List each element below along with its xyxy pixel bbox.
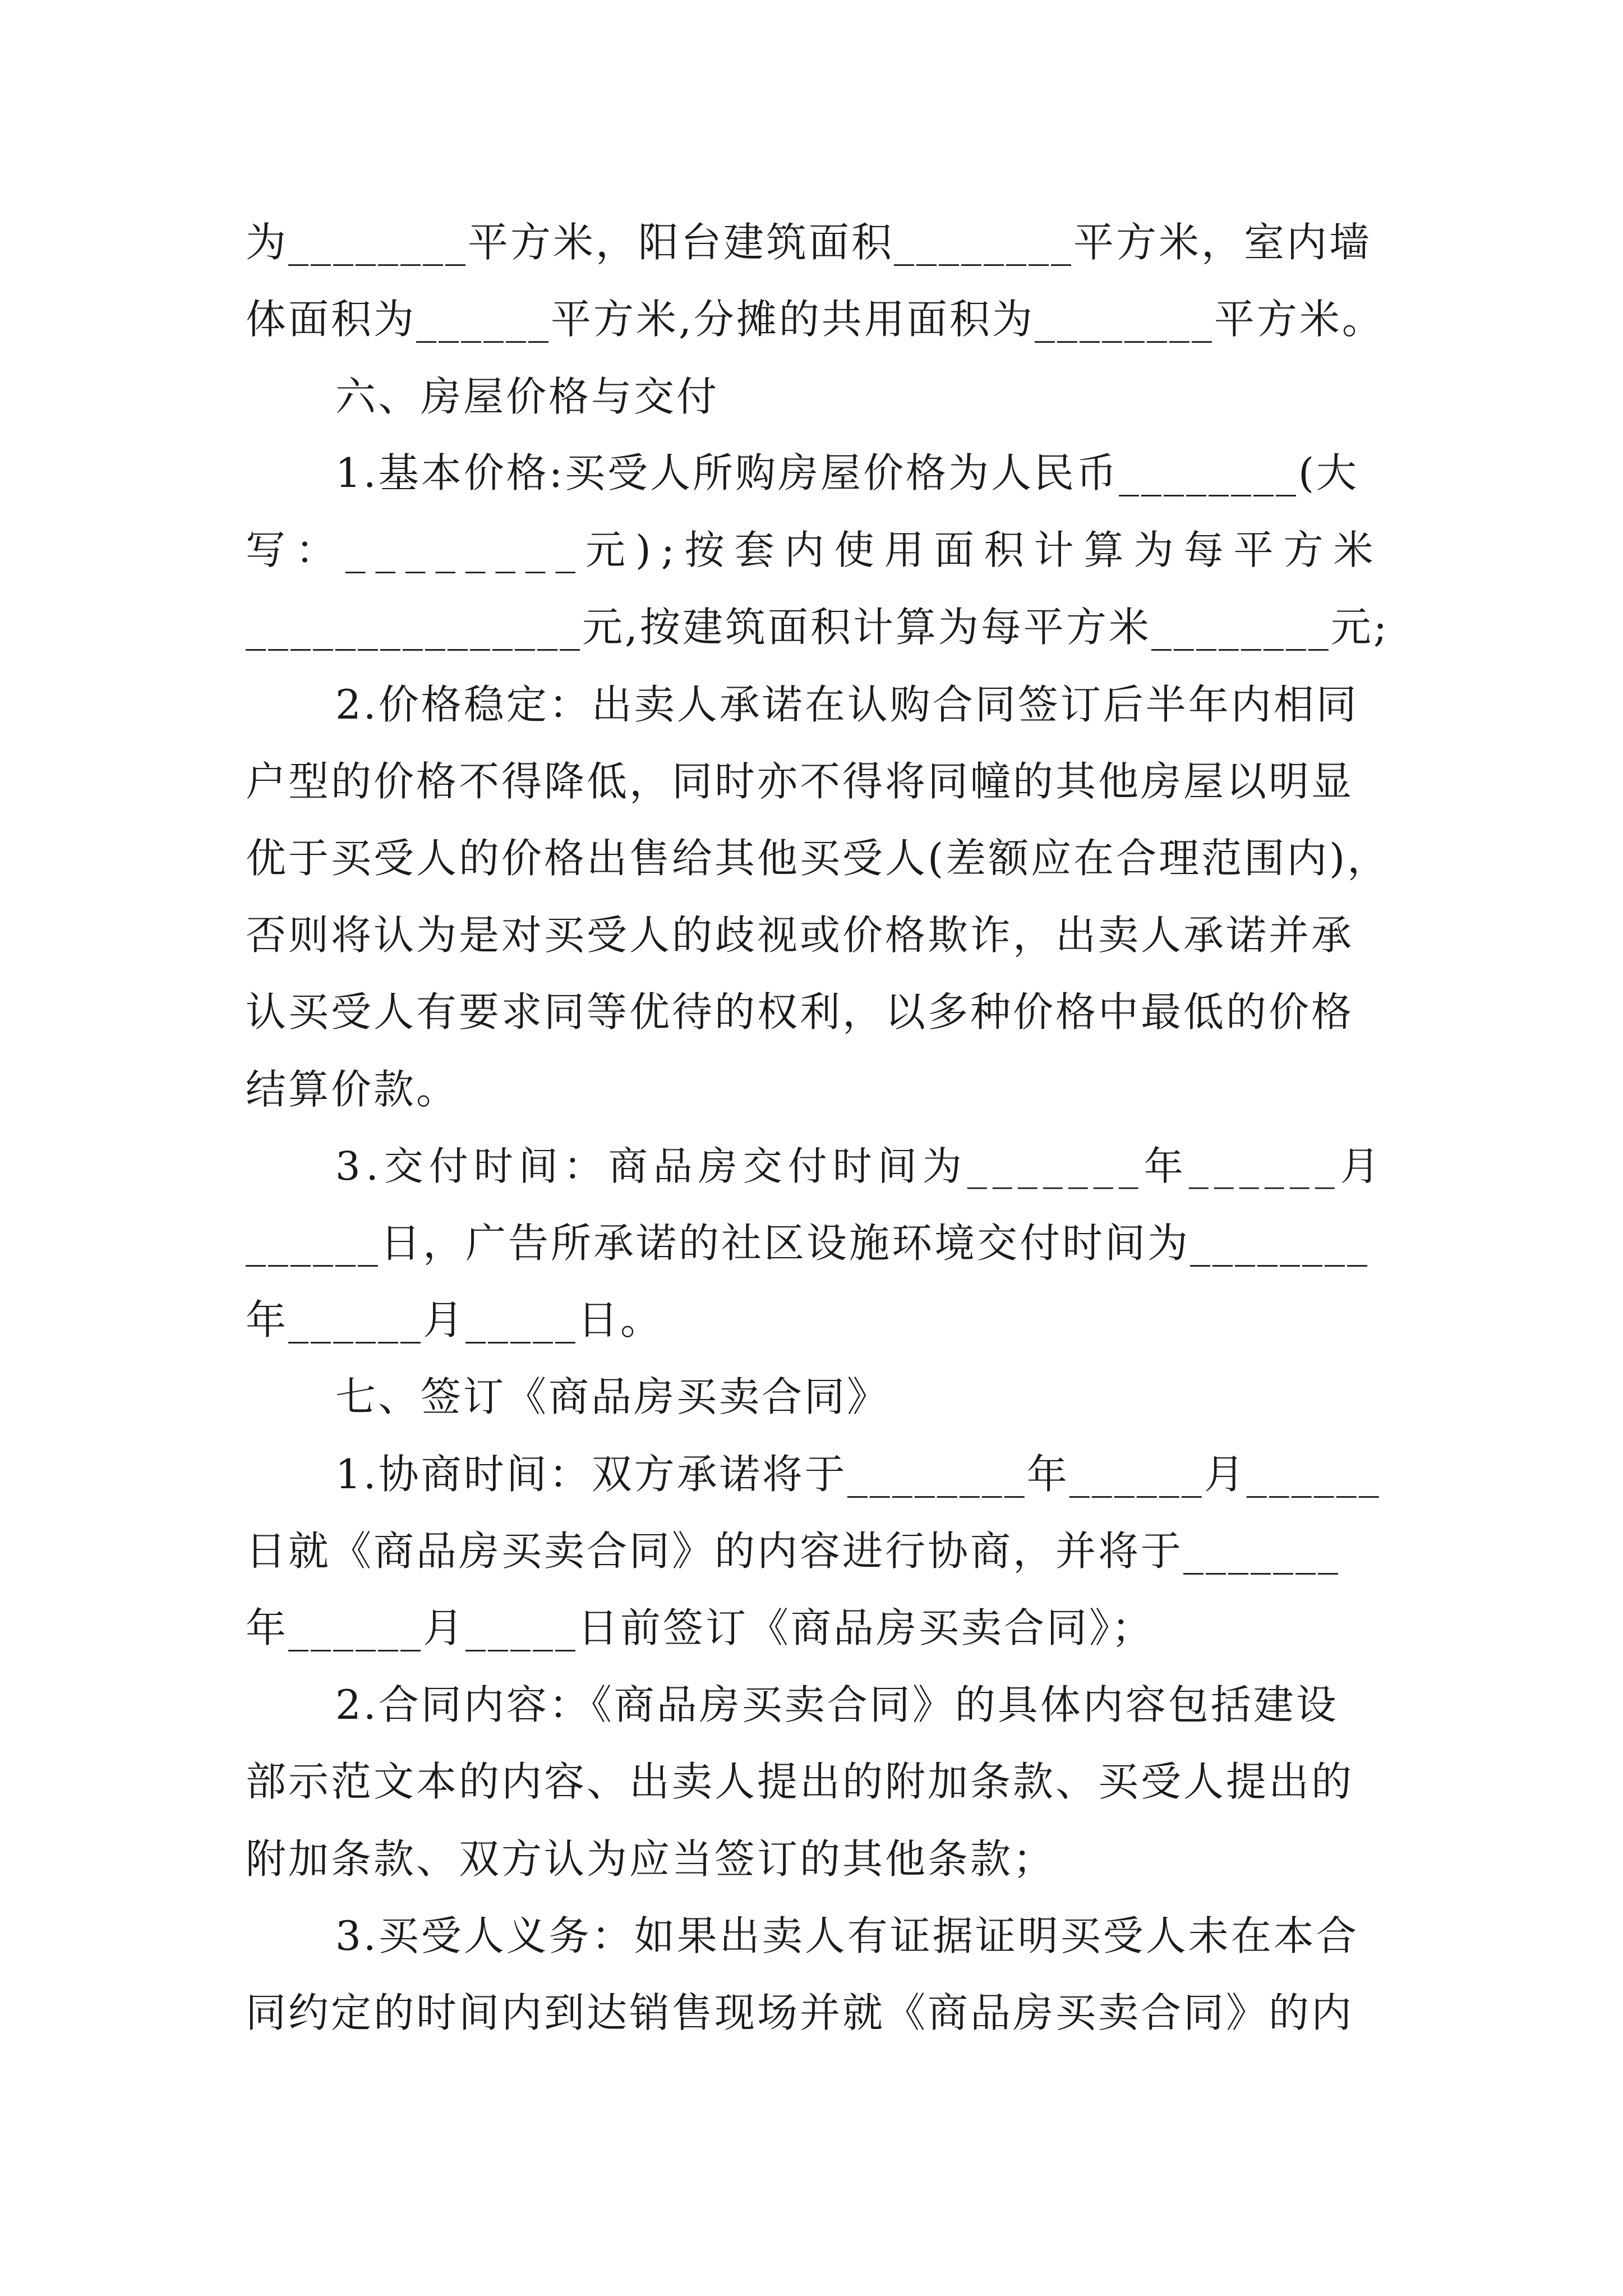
text-line: 3.交付时间：商品房交付时间为_______年______月: [335, 1143, 1385, 1189]
section-heading: 七、签订《商品房买卖合同》: [335, 1373, 890, 1420]
text-line: 认买受人有要求同等优待的权利，以多种价格中最低的价格: [246, 988, 1354, 1036]
text-line: 同约定的时间内到达销售现场并就《商品房买卖合同》的内: [246, 1989, 1354, 2036]
section-heading: 六、房屋价格与交付: [335, 373, 720, 420]
text-line: 3.买受人义务：如果出卖人有证据证明买受人未在本合: [335, 1912, 1359, 1959]
text-line: 1.基本价格:买受人所购房屋价格为人民币________(大: [335, 449, 1359, 496]
text-line: _______________元,按建筑面积计算为每平方米________元;: [246, 604, 1390, 651]
text-line: 体面积为______平方米,分摊的共用面积为________平方米。: [246, 296, 1385, 343]
text-line: 否则将认为是对买受人的歧视或价格欺诈，出卖人承诺并承: [246, 912, 1354, 959]
text-line: 日就《商品房买卖合同》的内容进行协商，并将于_______: [246, 1527, 1341, 1575]
text-line: 写：________元);按套内使用面积计算为每平方米: [246, 527, 1384, 573]
text-line: 优于买受人的价格出售给其他买受人(差额应在合理范围内)，: [246, 835, 1390, 882]
text-line: 部示范文本的内容、出卖人提出的附加条款、买受人提出的: [246, 1758, 1354, 1805]
text-line: 年______月_____日。: [246, 1296, 663, 1343]
text-line: ______日，广告所承诺的社区设施环境交付时间为________: [246, 1220, 1370, 1267]
text-line: 年______月_____日前签订《商品房买卖合同》；: [246, 1604, 1155, 1651]
text-line: 户型的价格不得降低，同时亦不得将同幢的其他房屋以明显: [246, 758, 1354, 805]
text-line: 为________平方米，阳台建筑面积________平方米，室内墙: [246, 219, 1372, 266]
text-line: 2.价格稳定：出卖人承诺在认购合同签订后半年内相同: [335, 681, 1359, 728]
text-line: 附加条款、双方认为应当签订的其他条款；: [246, 1835, 1056, 1883]
text-line: 结算价款。: [246, 1066, 459, 1113]
text-line: 2.合同内容：《商品房买卖合同》的具体内容包括建设: [335, 1681, 1339, 1728]
text-line: 1.协商时间：双方承诺将于________年______月______: [335, 1451, 1381, 1498]
